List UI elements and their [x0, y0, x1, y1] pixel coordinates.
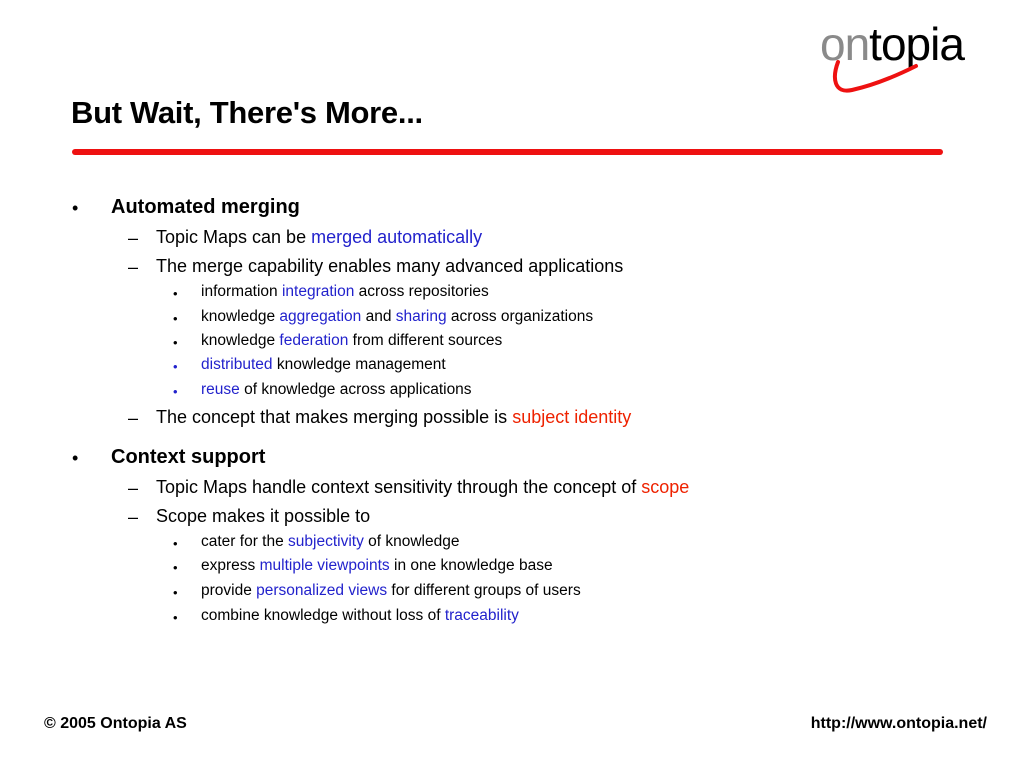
logo-text-topia: topia — [869, 18, 964, 70]
highlight-term: personalized views — [256, 582, 388, 599]
highlight-term: reuse — [201, 381, 240, 398]
list-item: knowledge aggregation and sharing across organizations — [201, 308, 594, 325]
list-item: combine knowledge without loss of traceability — [201, 607, 519, 624]
list-item: information integration across repositories — [201, 283, 489, 300]
highlight-term: sharing — [395, 308, 447, 325]
bullet-marker: • — [173, 311, 178, 326]
ontopia-logo-graphic — [818, 14, 1010, 98]
highlight-term: traceability — [444, 607, 519, 624]
list-item: The concept that makes merging possible is subject identity — [156, 407, 632, 427]
list-item: provide personalized views for different groups of users — [201, 582, 581, 599]
bullet-marker: • — [173, 610, 178, 625]
bullet-marker: • — [72, 198, 79, 218]
bullet-marker: • — [173, 384, 178, 399]
highlight-term: multiple viewpoints — [259, 557, 390, 574]
dash-marker: – — [128, 478, 139, 498]
slide-title: But Wait, There's More... — [71, 95, 423, 130]
ontopia-logo — [818, 14, 1010, 98]
list-item: cater for the subjectivity of knowledge — [201, 533, 460, 550]
section-heading-automated-merging: Automated merging — [111, 196, 300, 218]
highlight-term: aggregation — [279, 308, 362, 325]
title-underline — [72, 149, 943, 155]
highlight-term: integration — [281, 283, 355, 300]
list-item: reuse of knowledge across applications — [201, 381, 472, 398]
list-item: knowledge federation from different sources — [201, 332, 503, 349]
bullet-marker: • — [173, 286, 178, 301]
list-item: Topic Maps handle context sensitivity through the concept of scope — [156, 477, 690, 497]
emphasis-term: scope — [641, 477, 690, 497]
svg-text:ontopia — [820, 18, 965, 70]
bullet-marker: • — [173, 359, 178, 374]
highlight-term: federation — [279, 332, 349, 349]
bullet-marker: • — [173, 585, 178, 600]
dash-marker: – — [128, 408, 139, 428]
highlight-term: distributed — [201, 356, 273, 373]
logo-text-on: on — [820, 18, 870, 70]
list-item: express multiple viewpoints in one knowledge base — [201, 557, 553, 574]
section-heading-context-support: Context support — [111, 446, 266, 468]
bullet-marker: • — [72, 448, 79, 468]
list-item: Scope makes it possible to — [156, 506, 371, 526]
footer-copyright: © 2005 Ontopia AS — [44, 715, 187, 732]
bullet-marker: • — [173, 536, 178, 551]
bullet-marker: • — [173, 560, 178, 575]
list-item: The merge capability enables many advanced applications — [156, 256, 624, 276]
dash-marker: – — [128, 228, 139, 248]
bullet-marker: • — [173, 335, 178, 350]
footer-url[interactable]: http://www.ontopia.net/ — [810, 715, 987, 732]
dash-marker: – — [128, 257, 139, 277]
list-item: distributed knowledge management — [201, 356, 446, 373]
list-item: Topic Maps can be merged automatically — [156, 227, 483, 247]
dash-marker: – — [128, 507, 139, 527]
emphasis-term: subject identity — [512, 407, 632, 427]
highlight-term: merged automatically — [311, 227, 483, 247]
highlight-term: subjectivity — [288, 533, 364, 550]
